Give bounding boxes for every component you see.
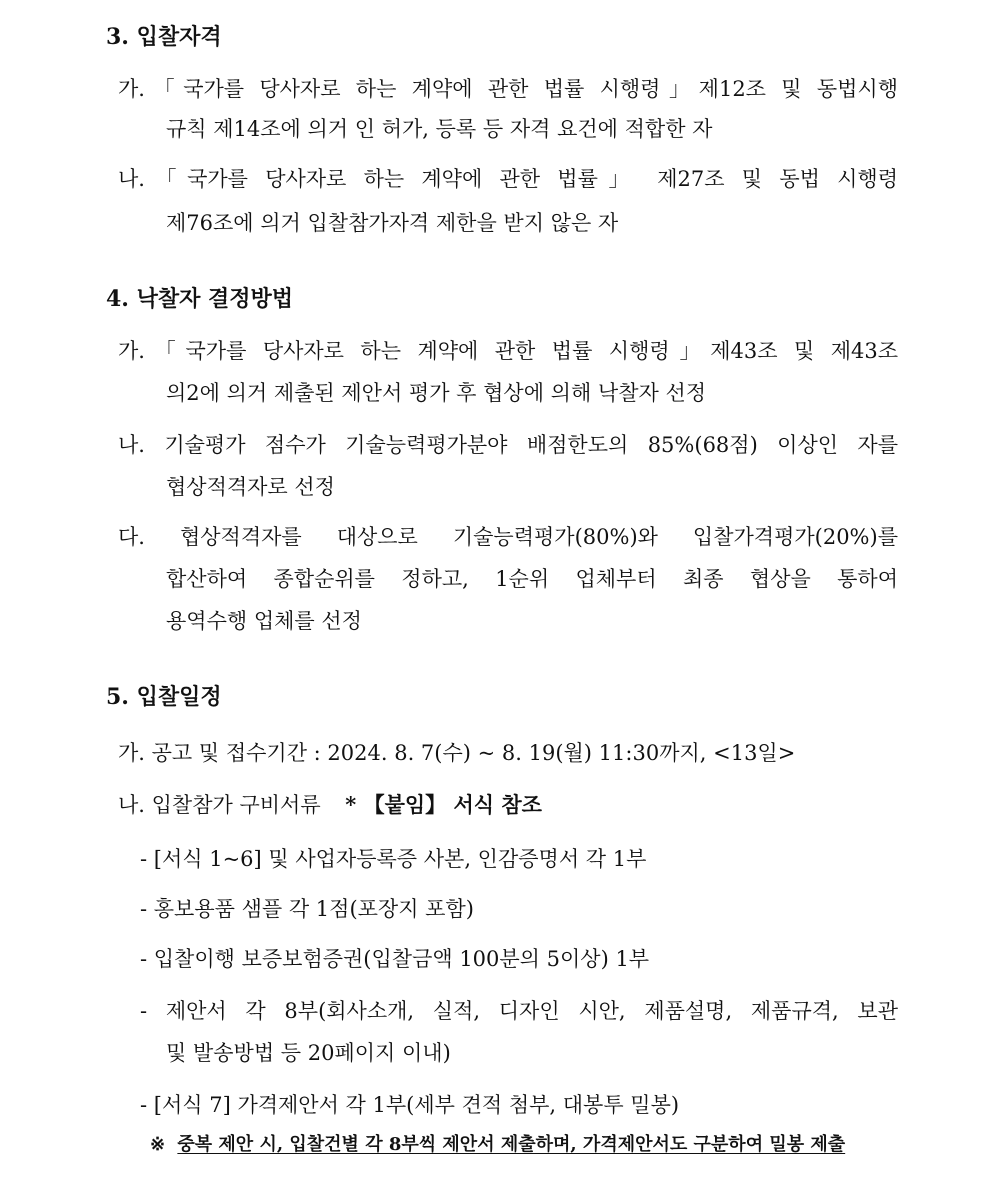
section-3-item-ga-line1: 가.「국가를 당사자로 하는 계약에 관한 법률 시행령」제12조 및 동법시행 [118,77,898,101]
section-3-item-na-line1: 나.「국가를 당사자로 하는 계약에 관한 법률」 제27조 및 동법 시행령 [118,167,898,191]
section-3-item-na-line2: 제76조에 의거 입찰참가자격 제한을 받지 않은 자 [166,211,619,235]
attachment-reference: * 【붙임】 서식 참조 [345,792,542,817]
section-4-item-da-line3: 용역수행 업체를 선정 [166,609,362,633]
section-4-item-na-line1: 나. 기술평가 점수가 기술능력평가분야 배점한도의 85%(68점) 이상인 자를 [118,433,898,457]
required-doc-2: - 홍보용품 샘플 각 1점(포장지 포함) [140,897,474,921]
section-4-item-da-line1: 다. 협상적격자를 대상으로 기술능력평가(80%)와 입찰가격평가(20%)를 [118,525,898,549]
section-3-heading: 3. 입찰자격 [106,24,222,50]
section-4-item-na-line2: 협상적격자로 선정 [166,475,335,499]
required-doc-4-line1: - 제안서 각 8부(회사소개, 실적, 디자인 시안, 제품설명, 제품규격, 보관 [140,999,898,1023]
duplicate-proposal-note [150,1130,845,1160]
section-5-item-na [118,790,542,820]
required-doc-5: - [서식 7] 가격제안서 각 1부(세부 견적 첨부, 대봉투 밀봉) [140,1093,680,1117]
reference-mark-icon: ※ [150,1134,166,1155]
required-doc-1: - [서식 1~6] 및 사업자등록증 사본, 인감증명서 각 1부 [140,847,647,871]
section-5-item-ga: 가. 공고 및 접수기간 : 2024. 8. 7(수) ~ 8. 19(월) 11:30까지, <13일> [118,741,796,765]
note-text: 중복 제안 시, 입찰건별 각 8부씩 제안서 제출하며, 가격제안서도 구분하여 밀봉 제출 [177,1134,846,1155]
section-5-heading: 5. 입찰일정 [106,684,222,710]
section-4-item-ga-line1: 가.「국가를 당사자로 하는 계약에 관한 법률 시행령」제43조 및 제43조 [118,339,898,363]
section-5-item-na-prefix: 나. 입찰참가 구비서류 [118,793,321,817]
section-4-item-da-line2: 합산하여 종합순위를 정하고, 1순위 업체부터 최종 협상을 통하여 [166,567,898,591]
required-doc-3: - 입찰이행 보증보험증권(입찰금액 100분의 5이상) 1부 [140,947,650,971]
section-4-heading: 4. 낙찰자 결정방법 [106,286,294,312]
section-4-item-ga-line2: 의2에 의거 제출된 제안서 평가 후 협상에 의해 낙찰자 선정 [166,381,707,405]
required-doc-4-line2: 및 발송방법 등 20페이지 이내) [166,1041,451,1065]
section-3-item-ga-line2: 규칙 제14조에 의거 인 허가, 등록 등 자격 요건에 적합한 자 [166,117,713,141]
